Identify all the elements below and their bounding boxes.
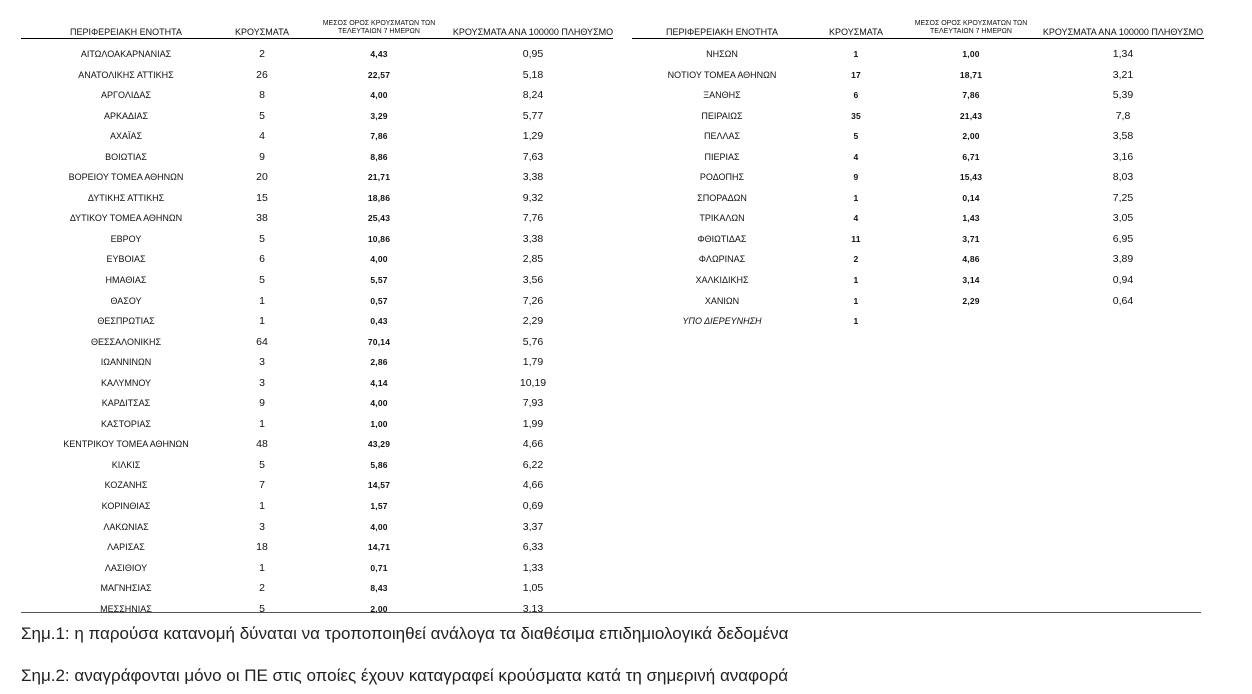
left-cases-column	[222, 44, 302, 619]
region-cell: ΚΟΡΙΝΘΙΑΣ	[101, 501, 151, 512]
per100k-cell: 4,66	[522, 438, 544, 451]
per100k-cell: 2,29	[522, 315, 544, 328]
per100k-cell: 0,69	[522, 500, 544, 513]
per100k-cell: 1,99	[522, 417, 544, 430]
left-header-cases: ΚΡΟΥΣΜΑΤΑ	[235, 27, 289, 37]
region-cell: ΠΕΙΡΑΙΩΣ	[701, 110, 743, 121]
per100k-cell: 4,66	[522, 479, 544, 492]
cases-cell: 3	[259, 520, 265, 533]
avg7-cell: 0,57	[370, 295, 388, 306]
avg7-cell: 8,43	[370, 583, 388, 594]
region-cell: ΡΟΔΟΠΗΣ	[699, 172, 745, 183]
avg7-cell: 4,43	[370, 49, 388, 59]
region-cell: ΚΙΛΚΙΣ	[111, 459, 141, 470]
region-cell: ΙΩΑΝΝΙΝΩΝ	[100, 357, 152, 368]
cases-cell: 38	[256, 212, 268, 225]
cases-cell: 15	[256, 191, 268, 204]
region-cell: ΜΕΣΣΗΝΙΑΣ	[100, 603, 152, 614]
avg7-cell: 70,14	[367, 336, 391, 347]
per100k-cell: 9,32	[522, 191, 544, 204]
per100k-cell: 3,38	[522, 232, 544, 245]
left-header-rule	[21, 38, 613, 39]
region-cell: ΑΝΑΤΟΛΙΚΗΣ ΑΤΤΙΚΗΣ	[78, 69, 174, 80]
left-header-avg7-line1: ΜΕΣΟΣ ΟΡΟΣ ΚΡΟΥΣΜΑΤΩΝ ΤΩΝ	[322, 20, 436, 27]
cases-cell: 5	[259, 602, 265, 615]
cases-cell: 5	[853, 131, 859, 142]
avg7-cell: 4,00	[370, 398, 388, 409]
per100k-cell: 3,16	[1112, 150, 1134, 163]
avg7-cell: 8,86	[370, 151, 388, 162]
region-cell: ΜΑΓΝΗΣΙΑΣ	[100, 583, 152, 594]
cases-cell: 1	[853, 49, 859, 59]
per100k-cell: 3,38	[522, 171, 544, 184]
cases-cell: 5	[259, 458, 265, 471]
avg7-cell: 7,86	[370, 131, 388, 142]
per100k-cell: 1,33	[522, 561, 544, 574]
per100k-cell: 1,05	[522, 582, 544, 595]
per100k-cell: 2,85	[522, 253, 544, 266]
region-cell: ΥΠΟ ΔΙΕΡΕΥΝΗΣΗ	[682, 316, 762, 327]
per100k-cell: 7,63	[522, 150, 544, 163]
footer-divider	[21, 612, 1201, 613]
cases-cell: 64	[256, 335, 268, 348]
per100k-cell: 7,26	[522, 294, 544, 307]
per100k-cell: 0,95	[522, 48, 544, 60]
cases-cell: 6	[259, 253, 265, 266]
avg7-cell: 2,29	[962, 295, 980, 306]
per100k-cell: 7,25	[1112, 191, 1134, 204]
cases-cell: 2	[853, 254, 859, 265]
region-cell: ΞΑΝΘΗΣ	[703, 90, 741, 101]
avg7-cell: 2,86	[370, 357, 388, 368]
cases-cell: 1	[259, 315, 265, 328]
region-cell: ΑΧΑΪΑΣ	[109, 131, 143, 142]
avg7-cell: 2,00	[962, 131, 980, 142]
cases-cell: 18	[256, 541, 268, 554]
left-header-region: ΠΕΡΙΦΕΡΕΙΑΚΗ ΕΝΟΤΗΤΑ	[69, 27, 183, 37]
avg7-cell: 3,14	[962, 275, 980, 286]
cases-cell: 4	[853, 151, 859, 162]
avg7-cell: 4,00	[370, 521, 388, 532]
per100k-cell: 1,79	[522, 356, 544, 369]
cases-cell: 1	[259, 561, 265, 574]
per100k-cell: 3,56	[522, 274, 544, 287]
region-cell: ΠΙΕΡΙΑΣ	[704, 151, 740, 162]
per100k-cell: 8,24	[522, 89, 544, 102]
avg7-cell: 0,14	[962, 192, 980, 203]
region-cell: ΦΛΩΡΙΝΑΣ	[698, 254, 746, 265]
avg7-cell: 5,86	[370, 459, 388, 470]
cases-cell: 3	[259, 376, 265, 389]
note-2: Σημ.2: αναγράφονται μόνο οι ΠΕ στις οποίες έχουν καταγραφεί κρούσματα κατά τη σημερινή αναφορά	[21, 666, 789, 685]
avg7-cell: 10,86	[367, 233, 391, 244]
right-header-cases: ΚΡΟΥΣΜΑΤΑ	[829, 27, 883, 37]
avg7-cell: 4,86	[962, 254, 980, 265]
region-cell: ΑΡΓΟΛΙΔΑΣ	[101, 90, 151, 101]
region-cell: ΑΙΤΩΛΟΑΚΑΡΝΑΝΙΑΣ	[80, 49, 172, 59]
per100k-cell: 3,05	[1112, 212, 1134, 225]
avg7-cell: 1,00	[370, 418, 388, 429]
cases-cell: 11	[851, 233, 861, 244]
right-header-avg7-line2: ΤΕΛΕΥΤΑΙΩΝ 7 ΗΜΕΡΩΝ	[930, 28, 1012, 35]
right-header-rule	[632, 38, 1204, 39]
region-cell: ΚΑΡΔΙΤΣΑΣ	[101, 398, 151, 409]
region-cell: ΠΕΛΛΑΣ	[703, 131, 741, 142]
avg7-cell: 21,43	[959, 110, 983, 121]
cases-cell: 20	[256, 171, 268, 184]
cases-cell: 4	[259, 130, 265, 143]
cases-cell: 7	[259, 479, 265, 492]
right-header-region: ΠΕΡΙΦΕΡΕΙΑΚΗ ΕΝΟΤΗΤΑ	[665, 27, 779, 37]
avg7-cell: 22,57	[367, 69, 391, 80]
region-cell: ΛΑΡΙΣΑΣ	[107, 542, 145, 553]
region-cell: ΚΑΣΤΟΡΙΑΣ	[101, 418, 151, 429]
left-header-avg7	[310, 20, 448, 36]
region-cell: ΚΟΖΑΝΗΣ	[104, 480, 148, 491]
region-cell: ΝΟΤΙΟΥ ΤΟΜΕΑ ΑΘΗΝΩΝ	[667, 69, 777, 80]
per100k-cell: 6,95	[1112, 232, 1134, 245]
cases-cell: 3	[259, 356, 265, 369]
avg7-cell: 18,71	[959, 69, 983, 80]
cases-cell: 9	[259, 397, 265, 410]
region-cell: ΧΑΝΙΩΝ	[704, 295, 740, 306]
avg7-cell: 1,43	[962, 213, 980, 224]
cases-cell: 5	[259, 232, 265, 245]
region-cell: ΚΕΝΤΡΙΚΟΥ ΤΟΜΕΑ ΑΘΗΝΩΝ	[63, 439, 189, 450]
region-cell: ΚΑΛΥΜΝΟΥ	[100, 377, 152, 388]
per100k-cell: 5,18	[522, 68, 544, 81]
cases-cell: 2	[259, 582, 265, 595]
region-cell: ΒΟΙΩΤΙΑΣ	[105, 151, 147, 162]
cases-cell: 5	[259, 274, 265, 287]
region-cell: ΔΥΤΙΚΟΥ ΤΟΜΕΑ ΑΘΗΝΩΝ	[69, 213, 183, 224]
avg7-cell: 3,29	[370, 110, 388, 121]
per100k-cell: 6,33	[522, 541, 544, 554]
avg7-cell: 3,71	[962, 233, 980, 244]
avg7-cell: 2,00	[370, 603, 388, 614]
avg7-cell: 1,57	[370, 501, 388, 512]
avg7-cell: 15,43	[959, 172, 983, 183]
cases-cell: 1	[259, 417, 265, 430]
right-header-avg7-line1: ΜΕΣΟΣ ΟΡΟΣ ΚΡΟΥΣΜΑΤΩΝ ΤΩΝ	[914, 20, 1028, 27]
per100k-cell: 7,76	[522, 212, 544, 225]
right-avg7-column	[902, 44, 1040, 332]
left-header-avg7-line2: ΤΕΛΕΥΤΑΙΩΝ 7 ΗΜΕΡΩΝ	[338, 28, 420, 35]
per100k-cell: 3,89	[1112, 253, 1134, 266]
cases-cell: 48	[256, 438, 268, 451]
per100k-cell: 10,19	[519, 376, 547, 389]
cases-cell: 1	[853, 295, 859, 306]
cases-cell: 8	[259, 89, 265, 102]
region-cell: ΒΟΡΕΙΟΥ ΤΟΜΕΑ ΑΘΗΝΩΝ	[68, 172, 184, 183]
avg7-cell: 14,71	[367, 542, 391, 553]
per100k-cell: 5,77	[522, 109, 544, 122]
cases-cell: 4	[853, 213, 859, 224]
cases-cell: 17	[851, 69, 861, 80]
cases-cell: 1	[853, 275, 859, 286]
region-cell: ΦΘΙΩΤΙΔΑΣ	[697, 233, 747, 244]
avg7-cell: 4,00	[370, 254, 388, 265]
region-cell: ΤΡΙΚΑΛΩΝ	[699, 213, 745, 224]
region-cell: ΔΥΤΙΚΗΣ ΑΤΤΙΚΗΣ	[87, 192, 165, 203]
cases-cell: 9	[259, 150, 265, 163]
per100k-cell: 7,93	[522, 397, 544, 410]
avg7-cell: 43,29	[367, 439, 391, 450]
left-avg7-column	[310, 44, 448, 619]
region-cell: ΧΑΛΚΙΔΙΚΗΣ	[695, 275, 749, 286]
region-cell: ΗΜΑΘΙΑΣ	[105, 275, 147, 286]
left-header-per100k: ΚΡΟΥΣΜΑΤΑ ΑΝΑ 100000 ΠΛΗΘΥΣΜΟ	[452, 27, 614, 37]
avg7-cell: 6,71	[962, 151, 980, 162]
cases-cell: 26	[256, 68, 268, 81]
region-cell: ΑΡΚΑΔΙΑΣ	[103, 110, 149, 121]
avg7-cell	[902, 311, 1040, 332]
avg7-cell: 7,86	[962, 90, 980, 101]
right-header-avg7	[902, 20, 1040, 36]
cases-cell: 1	[259, 500, 265, 513]
left-region-column	[40, 44, 212, 619]
per100k-cell: 3,13	[522, 602, 544, 615]
cases-cell: 5	[259, 109, 265, 122]
note-1: Σημ.1: η παρούσα κατανομή δύναται να τροποποιηθεί ανάλογα τα διαθέσιμα επιδημιολογικά δεδομένα	[21, 624, 789, 643]
avg7-cell: 25,43	[367, 213, 391, 224]
cases-cell: 6	[853, 90, 859, 101]
cases-cell: 1	[853, 316, 859, 327]
per100k-cell: 1,29	[522, 130, 544, 143]
region-cell: ΝΗΣΩΝ	[706, 49, 738, 59]
avg7-cell: 4,00	[370, 90, 388, 101]
region-cell: ΘΕΣΠΡΩΤΙΑΣ	[97, 316, 155, 327]
cases-cell: 35	[851, 110, 861, 121]
right-cases-column	[818, 44, 894, 332]
avg7-cell: 0,43	[370, 316, 388, 327]
avg7-cell: 14,57	[367, 480, 391, 491]
region-cell: ΣΠΟΡΑΔΩΝ	[697, 192, 747, 203]
avg7-cell: 21,71	[367, 172, 391, 183]
cases-cell: 2	[259, 48, 265, 60]
per100k-cell	[1040, 311, 1206, 332]
region-cell: ΕΥΒΟΙΑΣ	[106, 254, 146, 265]
right-header-per100k: ΚΡΟΥΣΜΑΤΑ ΑΝΑ 100000 ΠΛΗΘΥΣΜΟ	[1042, 27, 1204, 37]
region-cell: ΕΒΡΟΥ	[110, 233, 142, 244]
avg7-cell: 18,86	[367, 192, 391, 203]
per100k-cell: 3,58	[1112, 130, 1134, 143]
per100k-cell: 7,8	[1115, 109, 1131, 122]
right-per100k-column	[1040, 44, 1206, 332]
per100k-cell: 1,34	[1112, 48, 1134, 60]
per100k-cell: 5,39	[1112, 89, 1134, 102]
cases-cell: 9	[853, 172, 859, 183]
avg7-cell: 0,71	[370, 562, 388, 573]
region-cell: ΛΑΣΙΘΙΟΥ	[104, 562, 148, 573]
region-cell: ΘΕΣΣΑΛΟΝΙΚΗΣ	[90, 336, 162, 347]
per100k-cell: 3,21	[1112, 68, 1134, 81]
region-cell: ΛΑΚΩΝΙΑΣ	[103, 521, 149, 532]
avg7-cell: 5,57	[370, 275, 388, 286]
per100k-cell: 8,03	[1112, 171, 1134, 184]
avg7-cell: 1,00	[962, 49, 980, 59]
right-region-column	[632, 44, 812, 332]
per100k-cell: 5,76	[522, 335, 544, 348]
cases-cell: 1	[853, 192, 859, 203]
per100k-cell: 0,64	[1112, 294, 1134, 307]
per100k-cell: 0,94	[1112, 274, 1134, 287]
per100k-cell: 6,22	[522, 458, 544, 471]
per100k-cell: 3,37	[522, 520, 544, 533]
left-per100k-column	[450, 44, 616, 619]
avg7-cell: 4,14	[370, 377, 388, 388]
region-cell: ΘΑΣΟΥ	[110, 295, 142, 306]
cases-cell: 1	[259, 294, 265, 307]
